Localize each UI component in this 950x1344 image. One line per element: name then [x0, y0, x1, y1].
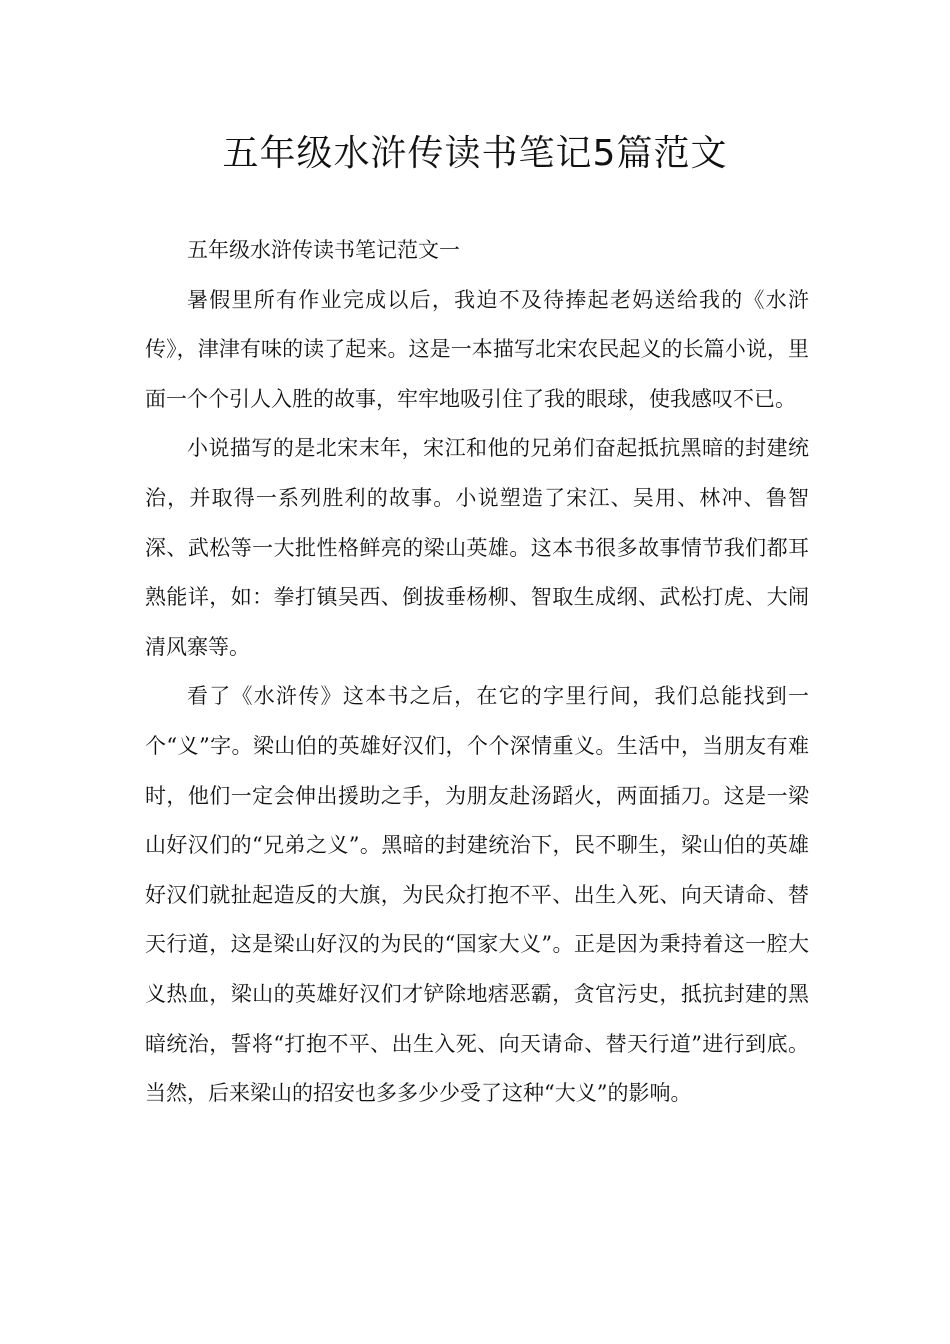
paragraph: 暑假里所有作业完成以后，我迫不及待捧起老妈送给我的《水浒传》，津津有味的读了起来。这是一本描写北宋农民起义的长篇小说，里面一个个引人入胜的故事，牢牢地吸引住了我的眼球，使我感叹不已。	[145, 287, 809, 411]
section-heading: 五年级水浒传读书笔记范文一	[187, 238, 460, 262]
document-title: 五年级水浒传读书笔记5篇范文	[222, 133, 728, 174]
document-body	[145, 226, 809, 1119]
paragraph: 看了《水浒传》这本书之后，在它的字里行间，我们总能找到一个“义”字。梁山伯的英雄好汉们，个个深情重义。生活中，当朋友有难时，他们一定会伸出援助之手，为朋友赴汤蹈火，两面插刀。这是一梁山好汉们的“兄弟之义”。黑暗的封建统治下，民不聊生，梁山伯的英雄好汉们就扯起造反的大旗，为民众打抱不平、出生入死、向天请命、替天行道，这是梁山好汉的为民的“国家大义”。正是因为秉持着这一腔大义热血，梁山的英雄好汉们才铲除地痞恶霸，贪官污史，抵抗封建的黑暗统治，誓将“打抱不平、出生入死、向天请命、替天行道”进行到底。当然，后来梁山的招安也多多少少受了这种“大义”的影响。	[145, 684, 809, 1106]
paragraph: 小说描写的是北宋末年，宋江和他的兄弟们奋起抵抗黑暗的封建统治，并取得一系列胜利的故事。小说塑造了宋江、吴用、林冲、鲁智深、武松等一大批性格鲜亮的梁山英雄。这本书很多故事情节我们都耳熟能详，如：拳打镇吴西、倒拔垂杨柳、智取生成纲、武松打虎、大闹清风寨等。	[145, 436, 809, 659]
